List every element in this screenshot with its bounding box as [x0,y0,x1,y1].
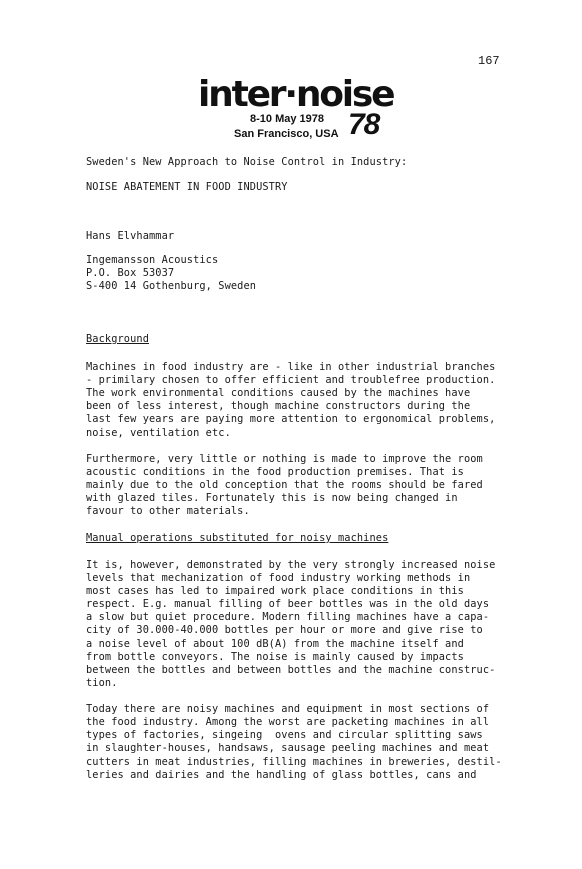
title-line-2: NOISE ABATEMENT IN FOOD INDUSTRY [86,181,288,193]
text-line: favour to other materials. [86,505,250,517]
text-line: Machines in food industry are - like in other industrial branches [86,361,496,373]
text-line: with glazed tiles. Fortunately this is now being changed in [86,492,458,504]
text-line: levels that mechanization of food industry working methods in [86,572,471,584]
text-line: from bottle conveyors. The noise is mainly caused by impacts [86,651,464,663]
text-line: cutters in meat industries, filling machines in breweries, destil- [86,756,502,768]
text-line: Furthermore, very little or nothing is made to improve the room [86,453,483,465]
text-line: the food industry. Among the worst are packeting machines in all [86,716,490,728]
author-city: S-400 14 Gothenburg, Sweden [86,280,257,292]
section-heading-manual-operations: Manual operations substituted for noisy machines [86,532,389,544]
text-line: between the bottles and between bottles and the machine construc- [86,664,496,676]
text-line: last few years are paying more attention to ergonomical problems, [86,413,496,425]
logo-location: San Francisco, USA [234,128,339,140]
text-line: tion. [86,677,118,689]
text-line: types of factories, singeing ovens and circular splitting saws [86,729,483,741]
title-line-1: Sweden's New Approach to Noise Control in Industry: [86,156,408,168]
author-name: Hans Elvhammar [86,230,175,242]
author-po-box: P.O. Box 53037 [86,267,175,279]
page-number: 167 [478,54,500,68]
text-line: respect. E.g. manual filling of beer bottles was in the old days [86,598,490,610]
text-line: - primilary chosen to offer efficient and troublefree production. [86,374,496,386]
text-line: mainly due to the old conception that the rooms should be fared [86,479,483,491]
text-line: It is, however, demonstrated by the very strongly increased noise [86,559,496,571]
text-line: city of 30.000-40.000 bottles per hour or more and give rise to [86,624,483,636]
inter-noise-logo [198,74,394,144]
text-line: in slaughter-houses, handsaws, sausage peeling machines and meat [86,742,490,754]
text-line: a noise level of about 100 dB(A) from the machine itself and [86,638,464,650]
text-line: acoustic conditions in the food production premises. That is [86,466,464,478]
logo-dates: 8-10 May 1978 [250,113,324,125]
logo-wordmark: inter·noise [198,74,394,115]
text-line: been of less interest, though machine constructors during the [86,400,471,412]
text-line: noise, ventilation etc. [86,427,231,439]
text-line: most cases has led to impaired work place conditions in this [86,585,464,597]
text-line: leries and dairies and the handling of glass bottles, cans and [86,769,477,781]
logo-year: 78 [348,108,380,141]
section-heading-background: Background [86,333,149,345]
text-line: Today there are noisy machines and equipment in most sections of [86,703,490,715]
author-organization: Ingemansson Acoustics [86,254,219,266]
text-line: a slow but quiet procedure. Modern filling machines have a capa- [86,611,490,623]
text-line: The work environmental conditions caused by the machines have [86,387,471,399]
